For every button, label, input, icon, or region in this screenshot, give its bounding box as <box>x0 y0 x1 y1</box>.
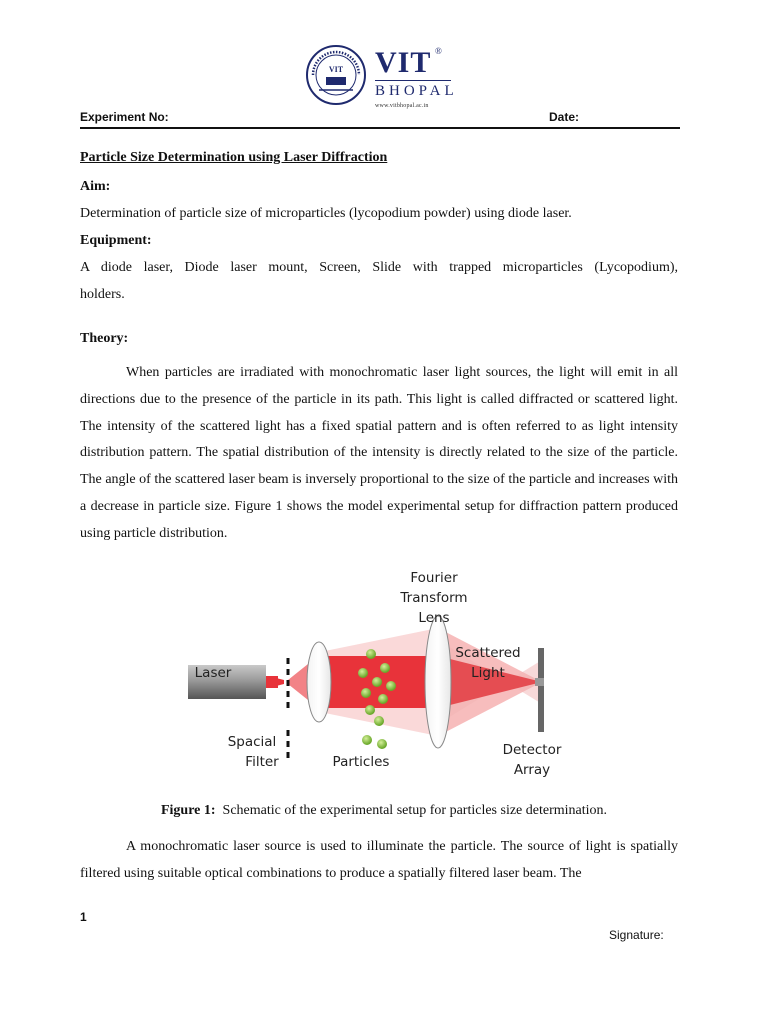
particle-dot <box>378 694 388 704</box>
label-scattered-line2: Light <box>471 665 505 681</box>
expanding-beam <box>288 664 308 700</box>
figure-caption <box>0 803 768 819</box>
particle-dot <box>361 688 371 698</box>
label-laser: Laser <box>194 665 232 681</box>
particle-dot <box>365 705 375 715</box>
label-detector-line1: Detector <box>502 742 562 758</box>
label-spacial-line2: Filter <box>245 754 279 770</box>
fourier-lens-icon <box>425 616 451 748</box>
website-text: www.vitbhopal.ac.in <box>375 103 429 109</box>
particle-dot <box>362 735 372 745</box>
particle-dot <box>366 649 376 659</box>
equipment-heading: Equipment: <box>80 233 152 248</box>
theory-heading: Theory: <box>80 331 129 346</box>
registered-mark: ® <box>435 46 442 56</box>
header-divider <box>80 127 680 129</box>
equipment-text-line2: holders. <box>80 287 125 302</box>
laser-nozzle <box>266 676 278 688</box>
page-number: 1 <box>80 910 87 924</box>
particle-dot <box>372 677 382 687</box>
aim-text: Determination of particle size of microparticles (lycopodium powder) using diode laser. <box>80 206 572 221</box>
collimating-lens-icon <box>307 642 331 722</box>
theory-paragraph-1: When particles are irradiated with monochromatic laser light sources, the light will emit in all directions due to the presence of the particle in its path. This light is called diffracted or scattered light. The intensity of the scattered light has a fixed spatial pattern and is often referred to as light intensity distribution pattern. The spatial distribution of the intensity is directly related to the size of the particle. The angle of the scattered laser beam is inversely proportional to the size of the particle and increases with a decrease in particle size. Figure 1 shows the model experimental setup for diffraction pattern produced using particle distribution. <box>80 365 678 541</box>
label-detector-line2: Array <box>513 762 551 778</box>
seal-text: VIT <box>328 65 344 74</box>
label-lens-line3: Lens <box>418 610 450 626</box>
setup-schematic <box>180 560 600 790</box>
particle-dot <box>358 668 368 678</box>
brand-block <box>375 48 458 109</box>
label-lens-line1: Fourier <box>410 570 458 586</box>
experiment-title: Particle Size Determination using Laser Diffraction <box>80 150 388 165</box>
experimental-setup-diagram <box>180 560 600 790</box>
university-seal-icon <box>305 44 367 106</box>
vit-bhopal-logo <box>305 44 465 110</box>
label-particles: Particles <box>332 754 390 770</box>
experiment-number-label: Experiment No: <box>80 110 169 124</box>
particle-dot <box>380 663 390 673</box>
particle-dot <box>386 681 396 691</box>
aim-heading: Aim: <box>80 179 111 194</box>
particle-dot <box>374 716 384 726</box>
equipment-text-line1: A diode laser, Diode laser mount, Screen, Slide with trapped microparticles (Lycopodium), <box>80 260 678 275</box>
detector-center <box>535 678 544 686</box>
theory-paragraph-2: A monochromatic laser source is used to illuminate the particle. The source of light is spatially filtered using suitable optical combinations to produce a spatially filtered laser beam. The <box>80 839 678 881</box>
brand-name: VIT <box>375 46 432 79</box>
signature-label: Signature: <box>609 928 664 942</box>
label-lens-line2: Transform <box>400 590 468 606</box>
figure-caption-text: Schematic of the experimental setup for particles size determination. <box>215 803 608 818</box>
brand-divider <box>375 80 451 81</box>
label-spacial-line1: Spacial <box>227 734 277 750</box>
label-scattered-line1: Scattered <box>455 645 521 661</box>
campus-name: BHOPAL <box>375 83 458 99</box>
figure-caption-label: Figure 1: <box>160 803 216 818</box>
date-label: Date: <box>549 110 580 124</box>
detector-array-icon <box>538 648 544 732</box>
particle-dot <box>377 739 387 749</box>
